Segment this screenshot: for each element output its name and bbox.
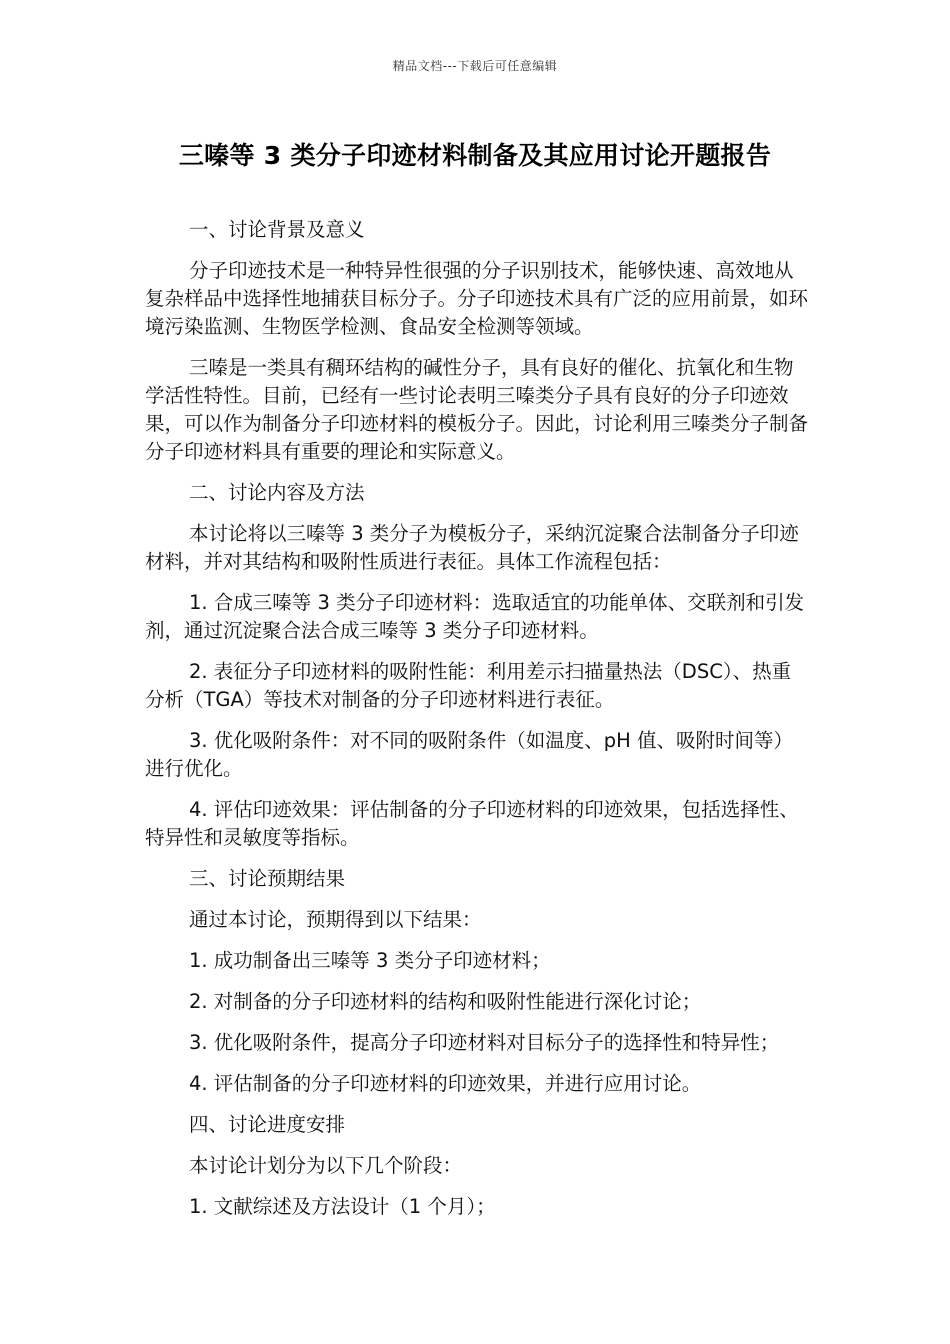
list-item-characterization: 2. 表征分子印迹材料的吸附性能：利用差示扫描量热法（DSC）、热重分析（TGA）等技术对制备的分子印迹材料进行表征。 [145,660,792,711]
paragraph-triazine-intro: 三嗪是一类具有稠环结构的碱性分子，具有良好的催化、抗氧化和生物学活性特性。目前，已经有一些讨论表明三嗪类分子具有良好的分子印迹效果，可以作为制备分子印迹材料的模板分子。因此，讨论利用三嗪类分子制备分子印迹材料具有重要的理论和实际意义。 [145,356,809,463]
section-heading-background: 一、讨论背景及意义 [189,218,365,241]
document-title: 三嗪等 3 类分子印迹材料制备及其应用讨论开题报告 [178,141,772,170]
list-item-synthesis: 1. 合成三嗪等 3 类分子印迹材料：选取适宜的功能单体、交联剂和引发剂，通过沉淀聚合法合成三嗪等 3 类分子印迹材料。 [145,591,805,642]
list-item-schedule-1: 1. 文献综述及方法设计（1 个月）； [189,1195,496,1218]
list-item-optimization: 3. 优化吸附条件：对不同的吸附条件（如温度、pH 值、吸附时间等）进行优化。 [145,729,794,780]
paragraph-results-intro: 通过本讨论，预期得到以下结果： [189,908,482,931]
header-watermark: 精品文档---下载后可任意编辑 [392,59,558,73]
section-heading-schedule: 四、讨论进度安排 [189,1113,346,1136]
document-body [145,216,810,1234]
list-item-result-2: 2. 对制备的分子印迹材料的结构和吸附性能进行深化讨论； [189,990,702,1013]
section-heading-content-method: 二、讨论内容及方法 [189,481,365,504]
paragraph-mip-intro: 分子印迹技术是一种特异性很强的分子识别技术，能够快速、高效地从复杂样品中选择性地捕获目标分子。分子印迹技术具有广泛的应用前景，如环境污染监测、生物医学检测、食品安全检测等领域。 [145,259,809,338]
list-item-result-3: 3. 优化吸附条件，提高分子印迹材料对目标分子的选择性和特异性； [189,1031,780,1054]
list-item-result-1: 1. 成功制备出三嗪等 3 类分子印迹材料； [189,949,551,972]
paragraph-method-intro: 本讨论将以三嗪等 3 类分子为模板分子，采纳沉淀聚合法制备分子印迹材料，并对其结构和吸附性质进行表征。具体工作流程包括： [145,522,799,573]
list-item-result-4: 4. 评估制备的分子印迹材料的印迹效果，并进行应用讨论。 [189,1072,702,1095]
paragraph-schedule-intro: 本讨论计划分为以下几个阶段： [189,1154,463,1177]
section-heading-expected-results: 三、讨论预期结果 [189,867,346,890]
list-item-evaluation: 4. 评估印迹效果：评估制备的分子印迹材料的印迹效果，包括选择性、特异性和灵敏度等指标。 [145,798,799,849]
